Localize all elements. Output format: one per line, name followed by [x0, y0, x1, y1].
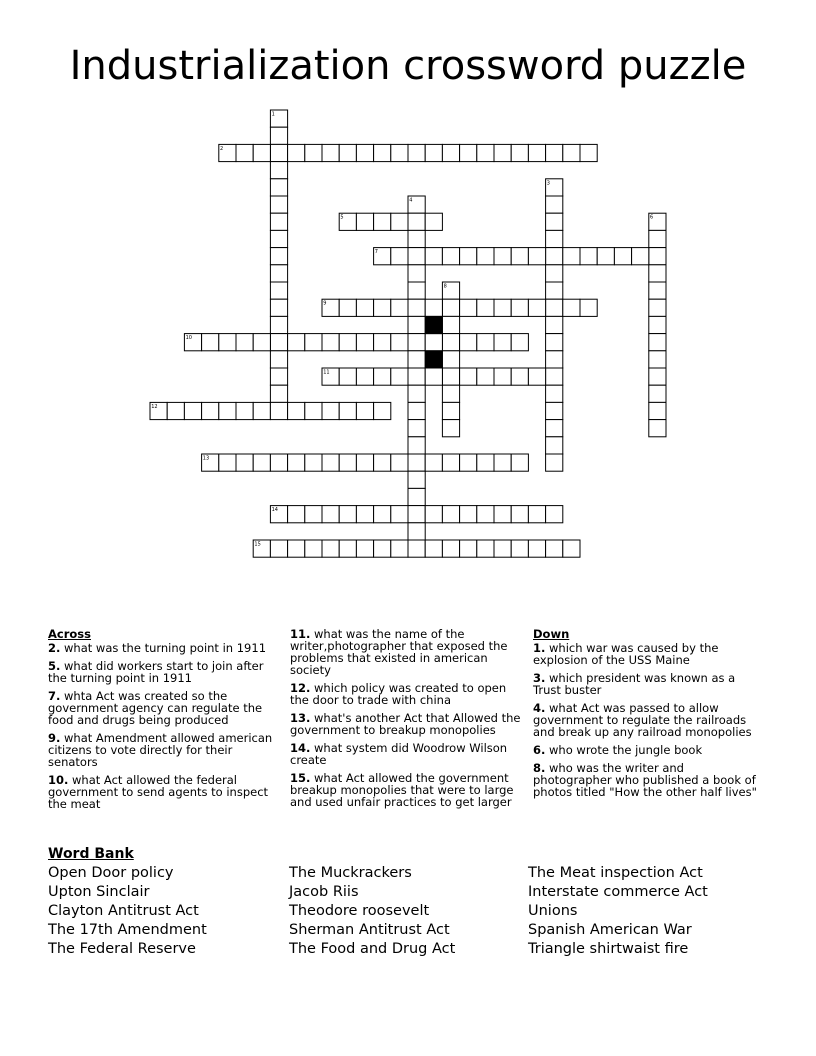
word-bank-item: The 17th Amendment	[48, 922, 207, 938]
grid-cell[interactable]	[408, 523, 425, 540]
grid-cell[interactable]	[425, 506, 442, 523]
grid-cell[interactable]	[649, 230, 666, 247]
grid-cell[interactable]	[288, 334, 305, 351]
clue	[290, 712, 522, 736]
grid-cell[interactable]	[374, 454, 391, 471]
grid-cell[interactable]	[270, 265, 287, 282]
grid-cell[interactable]	[442, 316, 459, 333]
grid-cell[interactable]	[511, 454, 528, 471]
grid-cell[interactable]	[563, 248, 580, 265]
grid-cell[interactable]	[563, 540, 580, 557]
clue-text: what Act allowed the federal government to send agents to inspect the meat	[48, 773, 269, 811]
grid-cell[interactable]	[546, 454, 563, 471]
grid-cell[interactable]	[322, 540, 339, 557]
grid-cell[interactable]	[649, 265, 666, 282]
grid-cell[interactable]	[580, 144, 597, 161]
clue-number: 12.	[290, 681, 311, 695]
grid-cell[interactable]	[649, 351, 666, 368]
grid-cell[interactable]	[339, 144, 356, 161]
word-bank-item: Unions	[528, 903, 578, 919]
grid-cell[interactable]	[391, 213, 408, 230]
grid-cell[interactable]	[374, 368, 391, 385]
grid-cell[interactable]	[528, 506, 545, 523]
grid-cell[interactable]	[425, 299, 442, 316]
clues-column-2	[290, 628, 522, 814]
grid-cell[interactable]	[408, 402, 425, 419]
grid-cell[interactable]	[477, 334, 494, 351]
clue-number: 5.	[48, 659, 61, 673]
clue-number: 10.	[48, 773, 69, 787]
grid-cell[interactable]	[374, 402, 391, 419]
grid-cell[interactable]	[442, 248, 459, 265]
grid-cell[interactable]	[528, 248, 545, 265]
grid-cell[interactable]	[305, 506, 322, 523]
grid-cell[interactable]	[442, 144, 459, 161]
grid-cell[interactable]	[580, 248, 597, 265]
cell-number: 14	[271, 507, 278, 514]
word-bank-item: Open Door policy	[48, 865, 174, 881]
clue	[48, 642, 276, 654]
cell-number: 2	[220, 145, 224, 152]
grid-cell[interactable]	[322, 454, 339, 471]
grid-cell[interactable]	[236, 454, 253, 471]
grid-cell[interactable]	[425, 144, 442, 161]
grid-cell[interactable]	[511, 299, 528, 316]
clue-number: 2.	[48, 641, 61, 655]
grid-cell[interactable]	[528, 368, 545, 385]
grid-cell[interactable]	[219, 334, 236, 351]
grid-cell[interactable]	[356, 334, 373, 351]
grid-cell[interactable]	[649, 282, 666, 299]
grid-cell[interactable]	[408, 248, 425, 265]
grid-cell[interactable]	[460, 144, 477, 161]
clue	[533, 672, 765, 696]
grid-cell[interactable]	[391, 506, 408, 523]
clue-text: what did workers start to join after the turning point in 1911	[48, 659, 264, 685]
grid-cell[interactable]	[460, 334, 477, 351]
grid-cell[interactable]	[339, 506, 356, 523]
cell-number: 10	[185, 335, 192, 342]
grid-cell[interactable]	[632, 248, 649, 265]
grid-cell[interactable]	[356, 213, 373, 230]
grid-cell[interactable]	[546, 437, 563, 454]
clue-text: what system did Woodrow Wilson create	[290, 741, 508, 767]
grid-cell[interactable]	[649, 420, 666, 437]
word-bank-item: The Meat inspection Act	[528, 865, 703, 881]
cell-number: 15	[254, 541, 261, 548]
word-bank-item: Interstate commerce Act	[528, 884, 708, 900]
grid-cell[interactable]	[408, 420, 425, 437]
clue-text: what was the name of the writer,photographer that exposed the problems that existed in american society	[290, 627, 508, 677]
grid-cell[interactable]	[236, 334, 253, 351]
grid-cell[interactable]	[270, 144, 287, 161]
grid-cell[interactable]	[425, 454, 442, 471]
grid-cell[interactable]	[270, 127, 287, 144]
cell-number: 3	[546, 180, 550, 187]
grid-cell[interactable]	[546, 402, 563, 419]
grid-cell[interactable]	[322, 402, 339, 419]
clue-text: what Act was passed to allow government to regulate the railroads and break up any railroad monopolies	[533, 701, 752, 739]
black-square	[425, 351, 442, 368]
clue-text: which war was caused by the explosion of the USS Maine	[533, 641, 719, 667]
grid-cell[interactable]	[528, 540, 545, 557]
grid-cell[interactable]	[391, 540, 408, 557]
grid-cell[interactable]	[270, 179, 287, 196]
grid-cell[interactable]	[546, 213, 563, 230]
clue	[48, 690, 276, 726]
grid-cell[interactable]	[356, 299, 373, 316]
grid-cell[interactable]	[442, 506, 459, 523]
grid-cell[interactable]	[546, 368, 563, 385]
clue-number: 8.	[533, 761, 546, 775]
grid-cell[interactable]	[270, 351, 287, 368]
grid-cell[interactable]	[288, 144, 305, 161]
grid-cell[interactable]	[580, 299, 597, 316]
grid-cell[interactable]	[563, 299, 580, 316]
grid-cell[interactable]	[511, 540, 528, 557]
clue-number: 14.	[290, 741, 311, 755]
grid-cell[interactable]	[494, 334, 511, 351]
cell-number: 6	[650, 214, 654, 221]
clue	[48, 774, 276, 810]
grid-cell[interactable]	[546, 316, 563, 333]
word-bank-item: Sherman Antitrust Act	[289, 922, 450, 938]
grid-cell[interactable]	[546, 420, 563, 437]
word-bank-item: Jacob Riis	[289, 884, 359, 900]
word-bank-item: The Food and Drug Act	[289, 941, 456, 957]
clue	[290, 682, 522, 706]
grid-cell[interactable]	[184, 402, 201, 419]
grid-cell[interactable]	[270, 402, 287, 419]
grid-cell[interactable]	[408, 368, 425, 385]
grid-cell[interactable]	[477, 368, 494, 385]
cell-number: 7	[374, 249, 378, 256]
grid-cell[interactable]	[356, 144, 373, 161]
clue-text: what was the turning point in 1911	[64, 641, 267, 655]
grid-cell[interactable]	[374, 299, 391, 316]
grid-cell[interactable]	[528, 144, 545, 161]
grid-cell[interactable]	[425, 540, 442, 557]
word-bank-item: Clayton Antitrust Act	[48, 903, 199, 919]
grid-cell[interactable]	[425, 368, 442, 385]
grid-cell[interactable]	[494, 368, 511, 385]
grid-cell[interactable]	[460, 540, 477, 557]
clue-number: 6.	[533, 743, 546, 757]
word-bank-item: The Muckrackers	[289, 865, 412, 881]
grid-cell[interactable]	[408, 144, 425, 161]
cell-number: 8	[443, 283, 447, 290]
grid-cell[interactable]	[374, 144, 391, 161]
page-title: Industrialization crossword puzzle	[69, 43, 747, 89]
grid-cell[interactable]	[649, 248, 666, 265]
word-bank-item: Upton Sinclair	[48, 884, 150, 900]
grid-cell[interactable]	[494, 144, 511, 161]
grid-cell[interactable]	[408, 334, 425, 351]
grid-cell[interactable]	[408, 230, 425, 247]
grid-cell[interactable]	[494, 454, 511, 471]
grid-cell[interactable]	[442, 402, 459, 419]
grid-cell[interactable]	[356, 540, 373, 557]
grid-cell[interactable]	[511, 144, 528, 161]
grid-cell[interactable]	[408, 437, 425, 454]
grid-cell[interactable]	[425, 213, 442, 230]
grid-cell[interactable]	[288, 454, 305, 471]
grid-cell[interactable]	[649, 402, 666, 419]
word-bank-item: Theodore roosevelt	[289, 903, 430, 919]
grid-cell[interactable]	[546, 230, 563, 247]
grid-cell[interactable]	[253, 454, 270, 471]
grid-cell[interactable]	[322, 144, 339, 161]
grid-cell[interactable]	[202, 334, 219, 351]
grid-cell[interactable]	[442, 385, 459, 402]
grid-cell[interactable]	[460, 506, 477, 523]
grid-cell[interactable]	[408, 299, 425, 316]
grid-cell[interactable]	[391, 144, 408, 161]
grid-cell[interactable]	[408, 454, 425, 471]
clue-text: who was the writer and photographer who published a book of photos titled "How the other half lives"	[533, 761, 757, 799]
clue	[533, 762, 765, 798]
clue-text: what Amendment allowed american citizens to vote directly for their senators	[48, 731, 273, 769]
grid-cell[interactable]	[546, 299, 563, 316]
grid-cell[interactable]	[425, 334, 442, 351]
grid-cell[interactable]	[546, 334, 563, 351]
grid-cell[interactable]	[339, 540, 356, 557]
grid-cell[interactable]	[391, 334, 408, 351]
grid-cell[interactable]	[270, 248, 287, 265]
word-bank	[48, 846, 778, 959]
cell-number: 9	[323, 300, 327, 307]
grid-cell[interactable]	[270, 299, 287, 316]
grid-cell[interactable]	[477, 506, 494, 523]
grid-cell[interactable]	[219, 402, 236, 419]
grid-cell[interactable]	[236, 402, 253, 419]
clue-number: 13.	[290, 711, 311, 725]
grid-cell[interactable]	[408, 316, 425, 333]
word-bank-title: Word Bank	[48, 846, 134, 862]
grid-cell[interactable]	[391, 368, 408, 385]
grid-cell[interactable]	[442, 540, 459, 557]
clue	[533, 744, 765, 756]
cell-number: 12	[151, 403, 158, 410]
grid-cell[interactable]	[477, 299, 494, 316]
grid-cell[interactable]	[442, 334, 459, 351]
grid-cell[interactable]	[425, 248, 442, 265]
clues-column-3	[533, 628, 765, 804]
cell-number: 1	[271, 111, 275, 118]
grid-cell[interactable]	[374, 334, 391, 351]
grid-cell[interactable]	[649, 385, 666, 402]
word-bank-item: Triangle shirtwaist fire	[528, 941, 689, 957]
grid-cell[interactable]	[649, 334, 666, 351]
grid-cell[interactable]	[408, 488, 425, 505]
grid-cell[interactable]	[546, 540, 563, 557]
grid-cell[interactable]	[305, 402, 322, 419]
grid-cell[interactable]	[270, 454, 287, 471]
grid-cell[interactable]	[408, 471, 425, 488]
grid-cell[interactable]	[288, 402, 305, 419]
grid-cell[interactable]	[270, 334, 287, 351]
word-bank-item: Spanish American War	[528, 922, 692, 938]
cell-number: 5	[340, 214, 344, 221]
clue	[290, 742, 522, 766]
grid-cell[interactable]	[477, 540, 494, 557]
clue	[533, 642, 765, 666]
clue-text: what Act allowed the government breakup monopolies that were to large and used unfair practices to get larger	[290, 771, 514, 809]
grid-cell[interactable]	[408, 213, 425, 230]
grid-cell[interactable]	[494, 248, 511, 265]
grid-cell[interactable]	[270, 540, 287, 557]
clue	[48, 660, 276, 684]
clue-number: 11.	[290, 627, 311, 641]
grid-cell[interactable]	[391, 454, 408, 471]
grid-cell[interactable]	[563, 144, 580, 161]
grid-cell[interactable]	[253, 402, 270, 419]
grid-cell[interactable]	[374, 506, 391, 523]
grid-cell[interactable]	[460, 368, 477, 385]
clues-column-1	[48, 628, 276, 816]
grid-cell[interactable]	[546, 282, 563, 299]
grid-cell[interactable]	[442, 351, 459, 368]
across-heading: Across	[48, 627, 91, 641]
grid-cell[interactable]	[270, 282, 287, 299]
clue	[533, 702, 765, 738]
grid-cell[interactable]	[391, 248, 408, 265]
grid-cell[interactable]	[460, 299, 477, 316]
grid-cell[interactable]	[408, 282, 425, 299]
grid-cell[interactable]	[546, 248, 563, 265]
grid-cell[interactable]	[288, 540, 305, 557]
grid-cell[interactable]	[270, 316, 287, 333]
word-bank-item: The Federal Reserve	[48, 941, 196, 957]
grid-cell[interactable]	[408, 506, 425, 523]
clue-text: whta Act was created so the government agency can regulate the food and drugs being produced	[48, 689, 263, 727]
grid-cell[interactable]	[408, 265, 425, 282]
grid-cell[interactable]	[253, 144, 270, 161]
grid-cell[interactable]	[305, 334, 322, 351]
clue	[290, 628, 522, 676]
grid-cell[interactable]	[649, 299, 666, 316]
grid-cell[interactable]	[511, 368, 528, 385]
grid-cell[interactable]	[546, 196, 563, 213]
grid-cell[interactable]	[442, 299, 459, 316]
grid-cell[interactable]	[391, 299, 408, 316]
grid-cell[interactable]	[546, 265, 563, 282]
grid-cell[interactable]	[339, 402, 356, 419]
grid-cell[interactable]	[167, 402, 184, 419]
cell-number: 13	[202, 455, 210, 462]
black-square	[425, 316, 442, 333]
down-heading: Down	[533, 627, 570, 641]
clue	[48, 732, 276, 768]
clue-text: which policy was created to open the door to trade with china	[290, 681, 507, 707]
grid-cell[interactable]	[322, 334, 339, 351]
clue-text: which president was known as a Trust buster	[533, 671, 736, 697]
clue-number: 7.	[48, 689, 61, 703]
grid-cell[interactable]	[288, 506, 305, 523]
grid-cell[interactable]	[649, 316, 666, 333]
cell-number: 11	[323, 369, 330, 376]
grid-cell[interactable]	[339, 454, 356, 471]
grid-cell[interactable]	[546, 506, 563, 523]
clue-text: what's another Act that Allowed the government to breakup monopolies	[290, 711, 521, 737]
grid-cell[interactable]	[270, 162, 287, 179]
grid-cell[interactable]	[356, 402, 373, 419]
grid-cell[interactable]	[460, 454, 477, 471]
grid-cell[interactable]	[408, 351, 425, 368]
grid-cell[interactable]	[511, 248, 528, 265]
grid-cell[interactable]	[511, 334, 528, 351]
grid-cell[interactable]	[270, 368, 287, 385]
clue	[290, 772, 522, 808]
grid-cell[interactable]	[477, 248, 494, 265]
grid-cell[interactable]	[477, 454, 494, 471]
grid-cell[interactable]	[494, 299, 511, 316]
grid-cell[interactable]	[322, 506, 339, 523]
grid-cell[interactable]	[236, 144, 253, 161]
grid-cell[interactable]	[356, 506, 373, 523]
grid-cell[interactable]	[339, 368, 356, 385]
grid-cell[interactable]	[374, 213, 391, 230]
clue-number: 3.	[533, 671, 546, 685]
word-bank-list	[48, 864, 778, 959]
grid-cell[interactable]	[477, 144, 494, 161]
grid-cell[interactable]	[546, 144, 563, 161]
grid-cell[interactable]	[614, 248, 631, 265]
clue-number: 1.	[533, 641, 546, 655]
clue-number: 9.	[48, 731, 61, 745]
grid-cell[interactable]	[356, 368, 373, 385]
grid-cell[interactable]	[442, 420, 459, 437]
grid-cell[interactable]	[546, 385, 563, 402]
grid-cell[interactable]	[374, 540, 391, 557]
grid-cell[interactable]	[460, 248, 477, 265]
clue-number: 15.	[290, 771, 311, 785]
grid-cell[interactable]	[356, 454, 373, 471]
grid-cell[interactable]	[219, 454, 236, 471]
grid-cell[interactable]	[270, 230, 287, 247]
grid-cell[interactable]	[253, 334, 270, 351]
grid-cell[interactable]	[339, 334, 356, 351]
grid-cell[interactable]	[305, 144, 322, 161]
grid-cell[interactable]	[270, 196, 287, 213]
grid-cell[interactable]	[339, 299, 356, 316]
grid-cell[interactable]	[597, 248, 614, 265]
clue-text: who wrote the jungle book	[549, 743, 703, 757]
grid-cell[interactable]	[408, 540, 425, 557]
grid-cell[interactable]	[494, 506, 511, 523]
grid-cell[interactable]	[270, 385, 287, 402]
grid-cell[interactable]	[202, 402, 219, 419]
grid-cell[interactable]	[528, 299, 545, 316]
grid-cell[interactable]	[442, 368, 459, 385]
grid-cell[interactable]	[408, 385, 425, 402]
grid-cell[interactable]	[546, 351, 563, 368]
grid-cell[interactable]	[305, 454, 322, 471]
grid-cell[interactable]	[442, 454, 459, 471]
grid-cell[interactable]	[511, 506, 528, 523]
grid-cell[interactable]	[270, 213, 287, 230]
grid-cell[interactable]	[494, 540, 511, 557]
grid-cell[interactable]	[649, 368, 666, 385]
clue-number: 4.	[533, 701, 546, 715]
grid-cell[interactable]	[305, 540, 322, 557]
cell-number: 4	[409, 197, 413, 204]
